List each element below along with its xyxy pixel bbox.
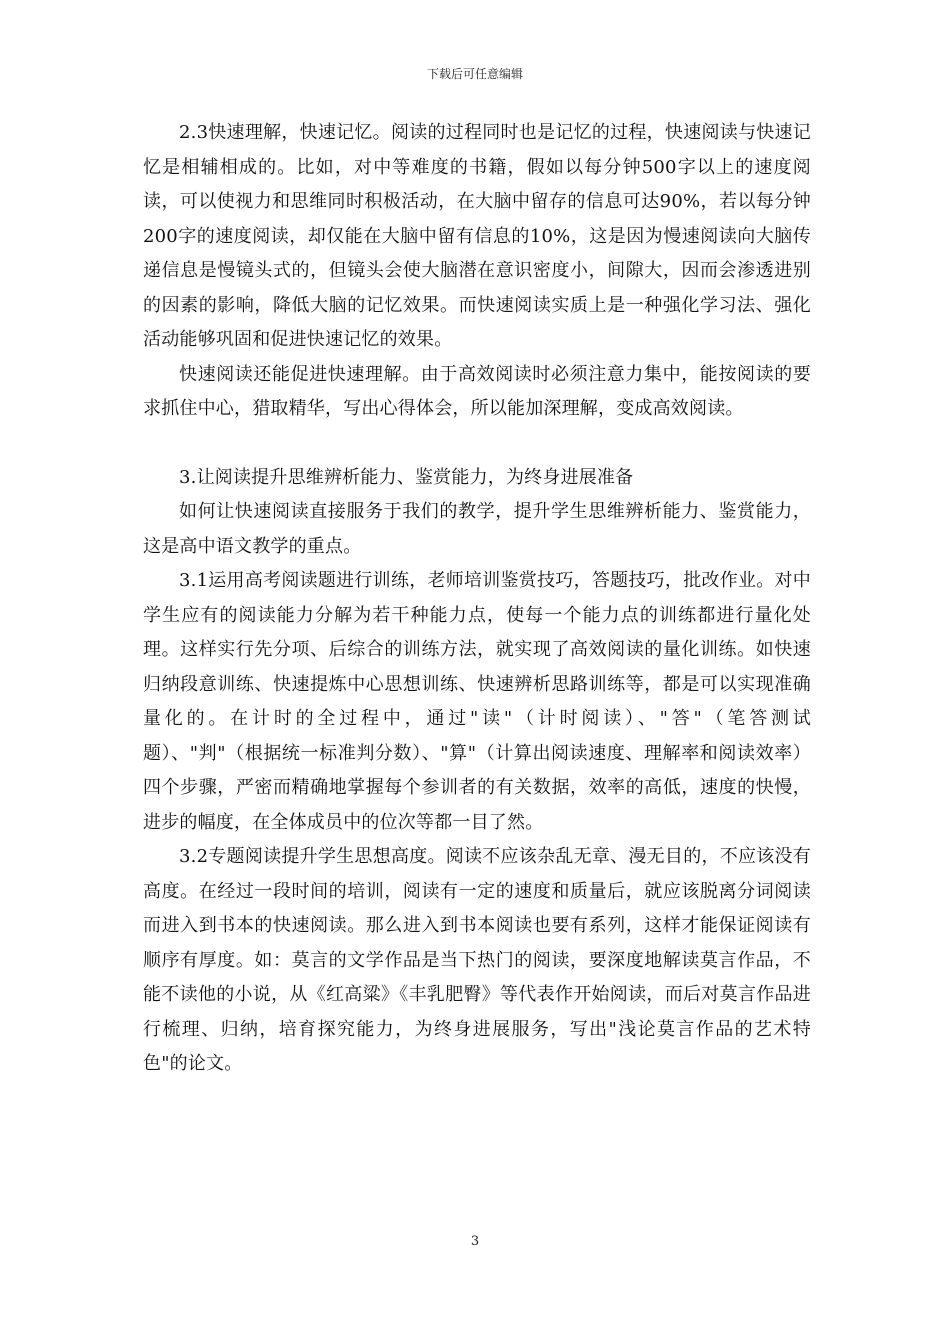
- section-gap: [143, 427, 811, 461]
- paragraph-3-1: 3.1运用高考阅读题进行训练，老师培训鉴赏技巧，答题技巧，批改作业。对中学生应有的阅读能力分解为若干种能力点，使每一个能力点的训练都进行量化处理。这样实行先分项、后综合的训练方法，就实现了高效阅读的量化训练。如快速归纳段意训练、快速提炼中心思想训练、快速辨析思路训练等，都是可以实现准确量化的。在计时的全过程中，通过"读"（计时阅读）、"答"（笔答测试题）、"判"（根据统一标准判分数）、"算"（计算出阅读速度、理解率和阅读效率）四个步骤，严密而精确地掌握每个参训者的有关数据，效率的高低，速度的快慢，进步的幅度，在全体成员中的位次等都一目了然。: [143, 570, 811, 833]
- page-number: 3: [470, 1234, 480, 1249]
- paragraph-section-3-intro: 如何让快速阅读直接服务于我们的教学，提升学生思维辨析能力、鉴赏能力，这是高中语文教学的重点。: [143, 501, 811, 557]
- paragraph-fast-understanding: 快速阅读还能促进快速理解。由于高效阅读时必须注意力集中，能按阅读的要求抓住中心，猎取精华，写出心得体会，所以能加深理解，变成高效阅读。: [143, 363, 811, 419]
- paragraph-3-2: 3.2专题阅读提升学生思想高度。阅读不应该杂乱无章、漫无目的，不应该没有高度。在经过一段时间的培训，阅读有一定的速度和质量后，就应该脱离分词阅读而进入到书本的快速阅读。那么进入到书本阅读也要有系列，这样才能保证阅读有顺序有厚度。如：莫言的文学作品是当下热门的阅读，要深度地解读莫言作品，不能不读他的小说，从《红高粱》《丰乳肥臀》等代表作开始阅读，而后对莫言作品进行梳理、归纳，培育探究能力，为终身进展服务，写出"浅论莫言作品的艺术特色"的论文。: [143, 846, 811, 1074]
- paragraph-2-3: 2.3快速理解，快速记忆。阅读的过程同时也是记忆的过程，快速阅读与快速记忆是相辅相成的。比如，对中等难度的书籍，假如以每分钟500字以上的速度阅读，可以使视力和思维同时积极活动，在大脑中留存的信息可达90%，若以每分钟200字的速度阅读，却仅能在大脑中留有信息的10%，这是因为慢速阅读向大脑传递信息是慢镜头式的，但镜头会使大脑潜在意识密度小，间隙大，因而会渗透进别的因素的影响，降低大脑的记忆效果。而快速阅读实质上是一种强化学习法、强化活动能够巩固和促进快速记忆的效果。: [143, 122, 811, 350]
- section-heading-3: 3.让阅读提升思维辨析能力、鉴赏能力，为终身进展准备: [179, 466, 634, 488]
- document-body: [143, 116, 811, 1082]
- page-header: 下载后可任意编辑: [426, 67, 523, 81]
